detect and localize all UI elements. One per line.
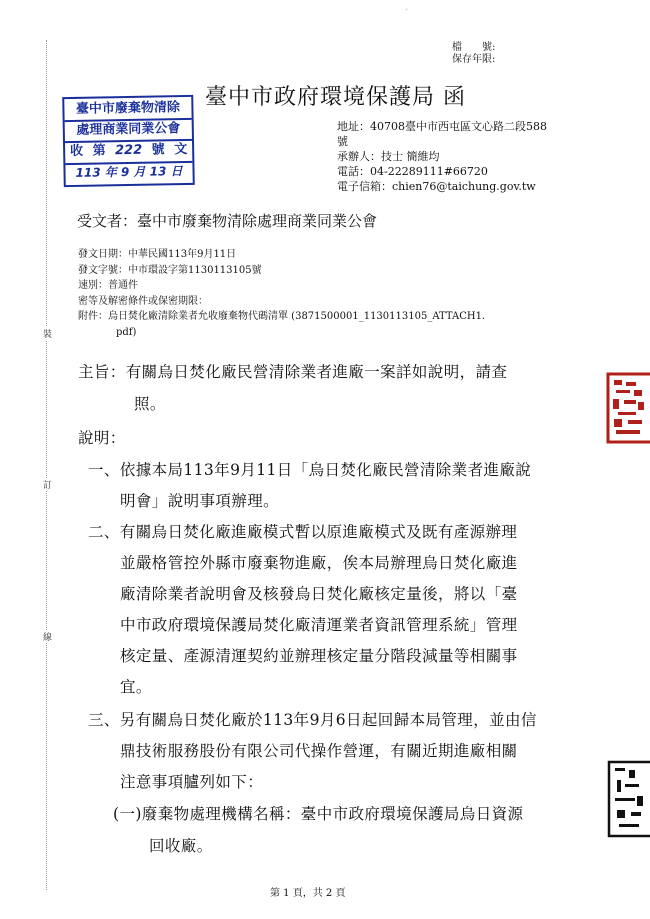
item3-sub1-line2: 回收廠。	[149, 837, 213, 855]
address-line2: 號	[337, 135, 348, 148]
stamp-date: 113 年 9 月 13 日	[75, 164, 183, 180]
speed: 速別：普通件	[78, 280, 138, 291]
official-seal-icon	[604, 372, 650, 444]
handler: 承辦人：技士 簡維均	[337, 150, 440, 163]
item3-line1: 三、另有關烏日焚化廠於113年9月6日起回歸本局管理，並由信	[88, 711, 537, 729]
binding-char-xian: 線	[43, 630, 52, 643]
item3-line2: 鼎技術服務股份有限公司代操作營運，有關近期進廠相關	[120, 742, 518, 760]
subject-line2: 照。	[134, 395, 166, 413]
file-number-label: 檔 號:	[452, 42, 496, 53]
email: 電子信箱：chien76@taichung.gov.tw	[337, 180, 536, 193]
stamp-wen-label: 文	[174, 141, 188, 158]
item2-line5: 核定量、產源清運契約並辦理核定量分階段減量等相關事	[120, 647, 518, 665]
meta-block	[78, 247, 485, 340]
binding-line	[46, 40, 47, 890]
document-title: 臺中市政府環境保護局 函	[205, 85, 466, 110]
address-line1: 地址：40708臺中市西屯區文心路二段588	[337, 120, 547, 133]
attachment-line1: 附件：烏日焚化廠清除業者允收廢棄物代碼清單 (3871500001_1130113105_ATTACH1.	[78, 311, 486, 322]
item2-line3: 廠清除業者說明會及核發烏日焚化廠核定量後，將以「臺	[120, 585, 518, 603]
stamp-hao-label: 號	[151, 142, 165, 158]
item2-line4: 中市政府環境保護局焚化廠清運業者資訊管理系統」管理	[120, 616, 518, 634]
stamp-org-line1: 臺中市廢棄物清除	[64, 97, 191, 122]
phone: 電話：04-22289111#66720	[337, 165, 488, 178]
stamp-receive-label: 收	[69, 143, 84, 160]
top-scan-mark: ﾞ	[405, 9, 410, 19]
item2-line2: 並嚴格管控外縣市廢棄物進廠，俟本局辦理烏日焚化廠進	[120, 554, 518, 572]
item2-line1: 二、有關烏日焚化廠進廠模式暫以原進廠模式及既有產源辦理	[88, 523, 518, 541]
stamp-di-label: 第	[92, 143, 106, 159]
recipient: 受文者：臺中市廢棄物清除處理商業同業公會	[77, 212, 378, 230]
item1-line2: 明會」說明事項辦理。	[120, 492, 280, 510]
item3-line3: 注意事項臚列如下：	[120, 773, 264, 791]
subject-line1: 主旨：有關烏日焚化廠民營清除業者進廠一案詳如說明，請查	[78, 363, 508, 381]
explanation-label: 說明：	[78, 429, 126, 447]
binding-char-ding: 訂	[43, 478, 52, 491]
receipt-stamp	[62, 95, 195, 187]
stamp-org-line2: 處理商業同業公會	[65, 118, 192, 143]
attachment-line2: pdf)	[116, 326, 137, 338]
contact-block	[337, 119, 587, 194]
secrecy: 密等及解密條件或保密期限：	[78, 295, 208, 307]
retention-label: 保存年限:	[452, 54, 496, 65]
item2-line6: 宜。	[120, 678, 152, 696]
issue-date: 發文日期：中華民國113年9月11日	[78, 249, 237, 260]
stamp-number: 222	[114, 142, 143, 159]
reference-number: 發文字號：中市環設字第1130113105號	[78, 264, 262, 276]
page-footer: 第 1 頁，共 2 頁	[270, 888, 346, 899]
item3-sub1-line1: (一)廢棄物處理機構名稱：臺中市政府環境保護局烏日資源	[113, 805, 524, 823]
official-seal-fragment-icon	[605, 760, 650, 838]
binding-char-zhuang: 裝	[43, 327, 52, 340]
item1-line1: 一、依據本局113年9月11日「烏日焚化廠民營清除業者進廠說	[88, 461, 532, 479]
